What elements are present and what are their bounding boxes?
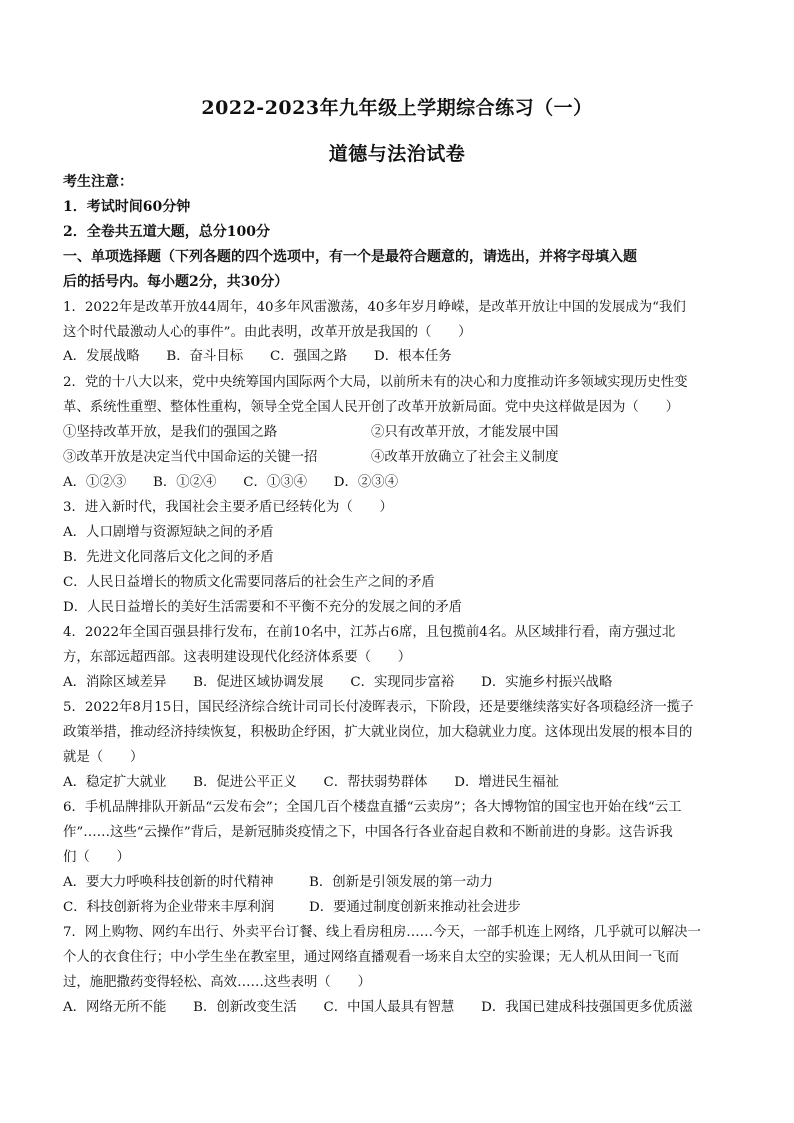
notice-heading: 考生注意： [63,174,133,190]
section-instruction: 后的括号内。每小题2分，共30分） [63,274,289,290]
exam-title: 2022-2023年九年级上学期综合练习（一） [201,97,593,119]
notice-item: 2．全卷共五道大题，总分100分 [63,224,270,240]
question-stem: 革、系统性重塑、整体性重构，领导全党全国人民开创了改革开放新局面。党中央这样做是因为（ ） [63,400,679,415]
question-options: A．发展战略 B．奋斗目标 C．强国之路 D．根本任务 [63,349,452,364]
question-stem: 5．2022年8月15日，国民经济综合统计司司长付凌晖表示，下阶段，还是要继续落实好各项稳经济一揽子 [63,700,694,715]
question-stem: 7．网上购物、网约车出行、外卖平台订餐、线上看房租房……今天，一部手机连上网络，几乎就可以解决一 [63,925,701,940]
question-stem: 4．2022年全国百强县排行发布，在前10名中，江苏占6席，且包揽前4名。从区域排行看，南方强过北 [63,625,676,640]
question-options: A．消除区域差异 B．促进区域协调发展 C．实现同步富裕 D．实施乡村振兴战略 [63,675,613,690]
question-options: A．稳定扩大就业 B．促进公平正义 C．帮扶弱势群体 D．增进民生福祉 [63,775,559,790]
question-option: C．科技创新将为企业带来丰厚利润 [63,900,275,915]
exam-subtitle: 道德与法治试卷 [328,143,466,165]
question-stem: 这个时代最激动人心的事件”。由此表明，改革开放是我国的（ ） [63,325,472,340]
question-option: A．人口剧增与资源短缺之间的矛盾 [63,525,274,540]
question-option: D．人民日益增长的美好生活需要和不平衡不充分的发展之间的矛盾 [63,600,463,615]
question-stem: 1．2022年是改革开放44周年，40多年风雷激荡，40多年岁月峥嵘，是改革开放让中国的发展成为“我们 [63,300,686,315]
question-stem: 6．手机品牌排队开新品“云发布会”；全国几百个楼盘直播“云卖房”；各大博物馆的国宝也开始在线“云工 [63,800,682,815]
question-option: A．要大力呼唤科技创新的时代精神 [63,875,274,890]
question-stem: 就是（ ） [63,750,144,765]
question-option: B．创新是引领发展的第一动力 [309,875,493,890]
question-stem: 方，东部远超西部。这表明建设现代化经济体系要（ ） [63,650,412,665]
statement: ①坚持改革开放，是我们的强国之路 [63,425,278,440]
question-option: C．人民日益增长的物质文化需要同落后的社会生产之间的矛盾 [63,575,435,590]
statement: ④改革开放确立了社会主义制度 [371,450,559,465]
question-stem: 作”……这些“云操作”背后，是新冠肺炎疫情之下，中国各行各业奋起自救和不断前进的身影。这告诉我 [63,825,673,840]
question-stem: 3．进入新时代，我国社会主要矛盾已经转化为（ ） [63,500,393,515]
question-stem: 政策举措，推动经济持续恢复，积极助企纾困，扩大就业岗位，加大稳就业力度。这体现出发展的根本目的 [63,725,693,740]
notice-item: 1．考试时间60分钟 [63,199,191,215]
statement: ③改革开放是决定当代中国命运的关键一招 [63,450,318,465]
question-options: A．①②③ B．①②④ C．①③④ D．②③④ [63,475,399,490]
section-instruction: 一、单项选择题（下列各题的四个选项中，有一个是最符合题意的，请选出，并将字母填入题 [63,249,637,265]
question-stem: 个人的衣食住行；中小学生坐在教室里，通过网络直播观看一场来自太空的实验课；无人机从田间一飞而 [63,950,679,965]
question-stem: 们（ ） [63,850,130,865]
question-options: A．网络无所不能 B．创新改变生活 C．中国人最具有智慧 D．我国已建成科技强国更多优质滋 [63,1000,693,1015]
question-stem: 2．党的十八大以来，党中央统筹国内国际两个大局，以前所未有的决心和力度推动许多领域实现历史性变 [63,375,688,390]
statement: ②只有改革开放，才能发展中国 [371,425,559,440]
question-option: D．要通过制度创新来推动社会进步 [309,900,521,915]
question-option: B．先进文化同落后文化之间的矛盾 [63,550,274,565]
question-stem: 过，施肥撒药变得轻松、高效……这些表明（ ） [63,975,371,990]
